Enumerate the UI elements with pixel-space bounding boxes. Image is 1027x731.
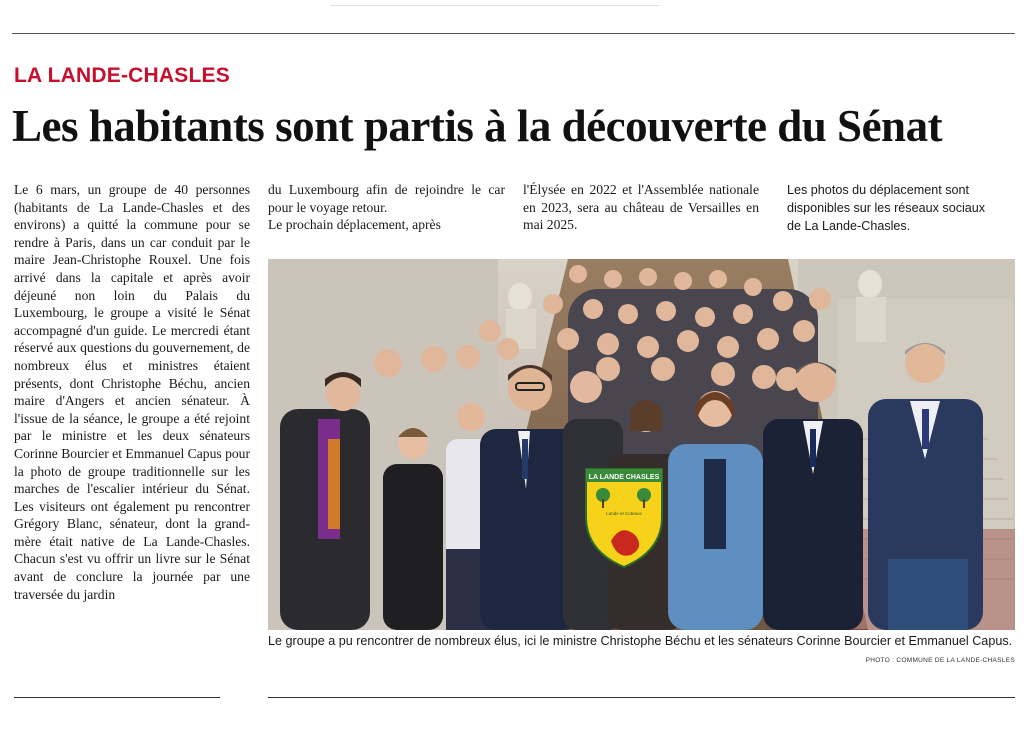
top-cropped-edge [330, 0, 660, 6]
column-1-text: Le 6 mars, un groupe de 40 personnes (habitants de La Lande-Chasles et des environs) a quitté la commune pour se rendre à Paris, dans un car conduit par le maire Jean-Christophe Rouxel. Une fois arrivé dans la capitale et après avoir déjeuné non loin du Palais du Luxembourg, le groupe a visité le Sénat accompagné d'un guide. Le mercredi étant réservé aux questions du gouvernement, de nombreux élus et ministres étaient présents, dont Christophe Béchu, ancien maire d'Angers et ancien sénateur. À l'issue de la séance, le groupe a été rejoint par le ministre et les deux sénateurs Corinne Bourcier et Emmanuel Capus pour la photo de groupe traditionnelle sur les marches de l'escalier intérieur du Sénat. Les visiteurs ont également pu rencontrer Grégory Blanc, sénateur, dont la grand-mère était native de La Lande-Chasles. Chacun s'est vu offrir un livre sur le Sénat avant de conclure la journée par une traversée du jardin [14, 182, 250, 602]
photo-caption: Le groupe a pu rencontrer de nombreux élus, ici le ministre Christophe Béchu et les sénateurs Corinne Bourcier et Emmanuel Capus. [268, 634, 1013, 648]
side-note-text: Les photos du déplacement sont disponibles sur les réseaux sociaux de La Lande-Chasles. [787, 183, 986, 233]
shield-title: LA LANDE CHASLES [588, 474, 660, 481]
column-2-paragraph-1: du Luxembourg afin de rejoindre le car pour le voyage retour. [268, 182, 505, 215]
group-photo-illustration [268, 259, 1015, 630]
side-note [787, 181, 997, 235]
bottom-rule-right [268, 697, 1015, 698]
section-kicker: LA LANDE-CHASLES [14, 64, 230, 87]
photo-credit: PHOTO : COMMUNE DE LA LANDE-CHASLES [865, 657, 1015, 664]
column-3 [523, 181, 759, 234]
column-2-paragraph-2: Le prochain déplacement, après [268, 217, 441, 233]
shield-motto: Lande et Coteaux [606, 511, 642, 516]
top-rule [12, 33, 1015, 34]
column-2 [268, 181, 505, 234]
bottom-rule-left [14, 697, 220, 698]
column-1 [14, 181, 250, 603]
article-headline: Les habitants sont partis à la découverte du Sénat [12, 101, 943, 151]
column-3-text: l'Élysée en 2022 et l'Assemblée nationale en 2023, sera au château de Versailles en mai 2025. [523, 182, 759, 233]
group-photo [268, 259, 1015, 630]
